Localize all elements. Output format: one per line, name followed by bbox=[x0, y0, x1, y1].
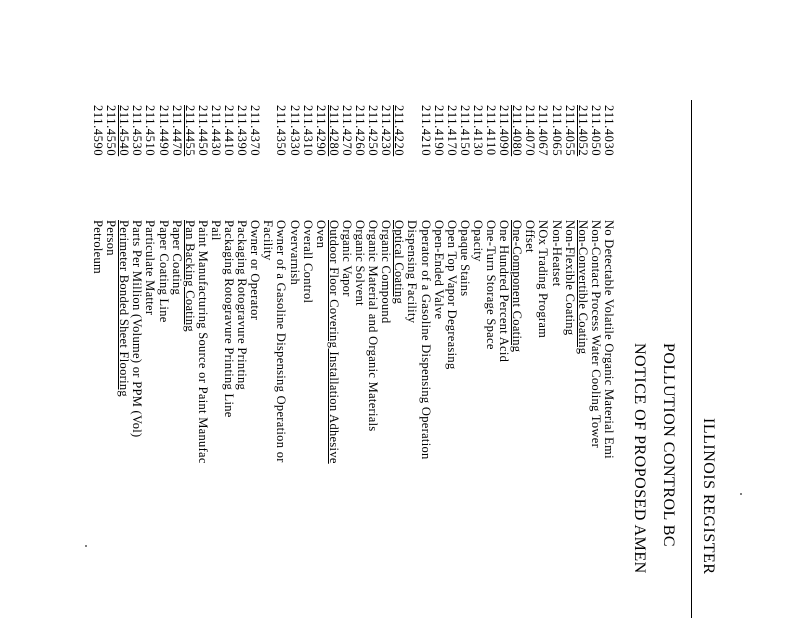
scan-speck bbox=[740, 493, 742, 495]
defined-term: Particulate Matter bbox=[143, 220, 158, 316]
defined-term: Overvarnish bbox=[287, 220, 302, 286]
defined-term: Overall Control bbox=[300, 220, 315, 304]
section-number: 211.4052 bbox=[575, 105, 590, 157]
defined-term: Person bbox=[104, 220, 119, 256]
section-number: 211.4110 bbox=[484, 105, 499, 156]
section-number: 211.4550 bbox=[104, 105, 119, 157]
section-number: 211.4350 bbox=[274, 105, 289, 157]
section-title-text: POLLUTION CONTROL BC bbox=[660, 343, 677, 548]
defined-term: Non-Contact Process Water Cooling Tower bbox=[588, 220, 603, 449]
section-number: 211.4055 bbox=[562, 105, 577, 157]
section-number: 211.4080 bbox=[510, 105, 525, 157]
section-number: 211.4530 bbox=[130, 105, 145, 157]
defined-term: Opaque Stains bbox=[457, 220, 472, 297]
defined-term: Packaging Rotogravure Printing bbox=[235, 220, 250, 391]
header-rule bbox=[691, 100, 692, 618]
defined-term: NOx Trading Program bbox=[536, 220, 551, 339]
register-title: ILLINOIS REGISTER bbox=[700, 418, 717, 575]
section-number: 211.4130 bbox=[471, 105, 485, 157]
defined-term: Organic Vapor bbox=[340, 220, 354, 297]
defined-term: Non-Convertible Coating bbox=[575, 220, 590, 355]
section-number: 211.4290 bbox=[313, 105, 328, 157]
section-number: 211.4510 bbox=[143, 105, 158, 157]
defined-term: Outdoor Floor Covering Installation Adhesive bbox=[326, 220, 341, 464]
section-number: 211.4090 bbox=[497, 105, 512, 157]
defined-term: Facility bbox=[261, 220, 276, 261]
section-number: 211.4430 bbox=[209, 105, 223, 157]
section-number: 211.4540 bbox=[117, 105, 132, 157]
defined-term: Owner or Operator bbox=[248, 220, 263, 321]
section-number: 211.4390 bbox=[235, 105, 250, 157]
section-number: 211.4260 bbox=[353, 105, 368, 157]
defined-term: Paint Manufacturing Source or Paint Manufac bbox=[195, 220, 210, 464]
section-number: 211.4065 bbox=[549, 105, 564, 157]
defined-term: Organic Solvent bbox=[353, 220, 368, 306]
section-number: 211.4450 bbox=[195, 105, 210, 157]
defined-term: Owner of a Gasoline Dispensing Operation or bbox=[274, 220, 289, 463]
defined-term: Open-Ended Valve bbox=[431, 220, 446, 320]
section-number: 211.4590 bbox=[91, 105, 106, 157]
defined-term: Pan Backing Coating bbox=[182, 220, 197, 332]
section-number: 211.4490 bbox=[156, 105, 171, 157]
section-number: 211.4370 bbox=[248, 105, 263, 157]
defined-term: No Detectable Volatile Organic Material Emi bbox=[602, 220, 616, 459]
section-number: 211.4310 bbox=[300, 105, 315, 157]
section-number: 211.4030 bbox=[602, 105, 616, 157]
defined-term: Packaging Rotogravure Printing Line bbox=[222, 220, 237, 418]
scan-speck bbox=[85, 545, 87, 547]
defined-term: Dispensing Facility bbox=[405, 220, 420, 324]
defined-term: Open Top Vapor Degreasing bbox=[444, 220, 459, 370]
defined-term: Offset bbox=[523, 220, 538, 253]
section-number: 211.4220 bbox=[392, 105, 407, 157]
section-number: 211.4050 bbox=[588, 105, 603, 157]
defined-term: Non-Heatset bbox=[549, 220, 564, 287]
defined-term: Paper Coating bbox=[169, 220, 184, 296]
section-number: 211.4190 bbox=[431, 105, 446, 157]
section-number: 211.4067 bbox=[536, 105, 551, 157]
section-title bbox=[659, 343, 677, 547]
defined-term: Organic Material and Organic Materials bbox=[366, 220, 381, 432]
section-number: 211.4150 bbox=[457, 105, 472, 157]
section-number: 211.4455 bbox=[182, 105, 197, 157]
defined-term: Opacity bbox=[471, 220, 485, 262]
defined-term: One-Turn Storage Space bbox=[484, 220, 499, 350]
section-number: 211.4270 bbox=[340, 105, 354, 157]
defined-term: Perimeter Bonded Sheet Flooring bbox=[117, 220, 132, 397]
section-number: 211.4280 bbox=[326, 105, 341, 157]
section-number: 211.4210 bbox=[418, 105, 433, 157]
section-number: 211.4410 bbox=[222, 105, 237, 157]
defined-term: Optical Coating bbox=[392, 220, 407, 304]
defined-term: Organic Compound bbox=[379, 220, 394, 324]
defined-term: One Hundred Percent Acid bbox=[497, 220, 512, 363]
defined-term: Operator of a Gasoline Dispensing Operation bbox=[418, 220, 433, 460]
defined-term: One-Component Coating bbox=[510, 220, 525, 353]
defined-term: Pail bbox=[209, 220, 223, 241]
section-number: 211.4070 bbox=[523, 105, 538, 157]
defined-term: Oven bbox=[313, 220, 328, 249]
section-number: 211.4330 bbox=[287, 105, 302, 157]
section-number: 211.4170 bbox=[444, 105, 459, 157]
section-number: 211.4230 bbox=[379, 105, 394, 157]
section-number: 211.4250 bbox=[366, 105, 381, 157]
subsection-title: NOTICE OF PROPOSED AMEN bbox=[631, 343, 648, 574]
defined-term: Non-Flexible Coating bbox=[562, 220, 577, 336]
defined-term: Petroleum bbox=[91, 220, 106, 275]
section-number: 211.4470 bbox=[169, 105, 184, 157]
defined-term: Paper Coating Line bbox=[156, 220, 171, 323]
defined-term: Parts Per Million (Volume) or PPM (Vol) bbox=[130, 220, 145, 438]
